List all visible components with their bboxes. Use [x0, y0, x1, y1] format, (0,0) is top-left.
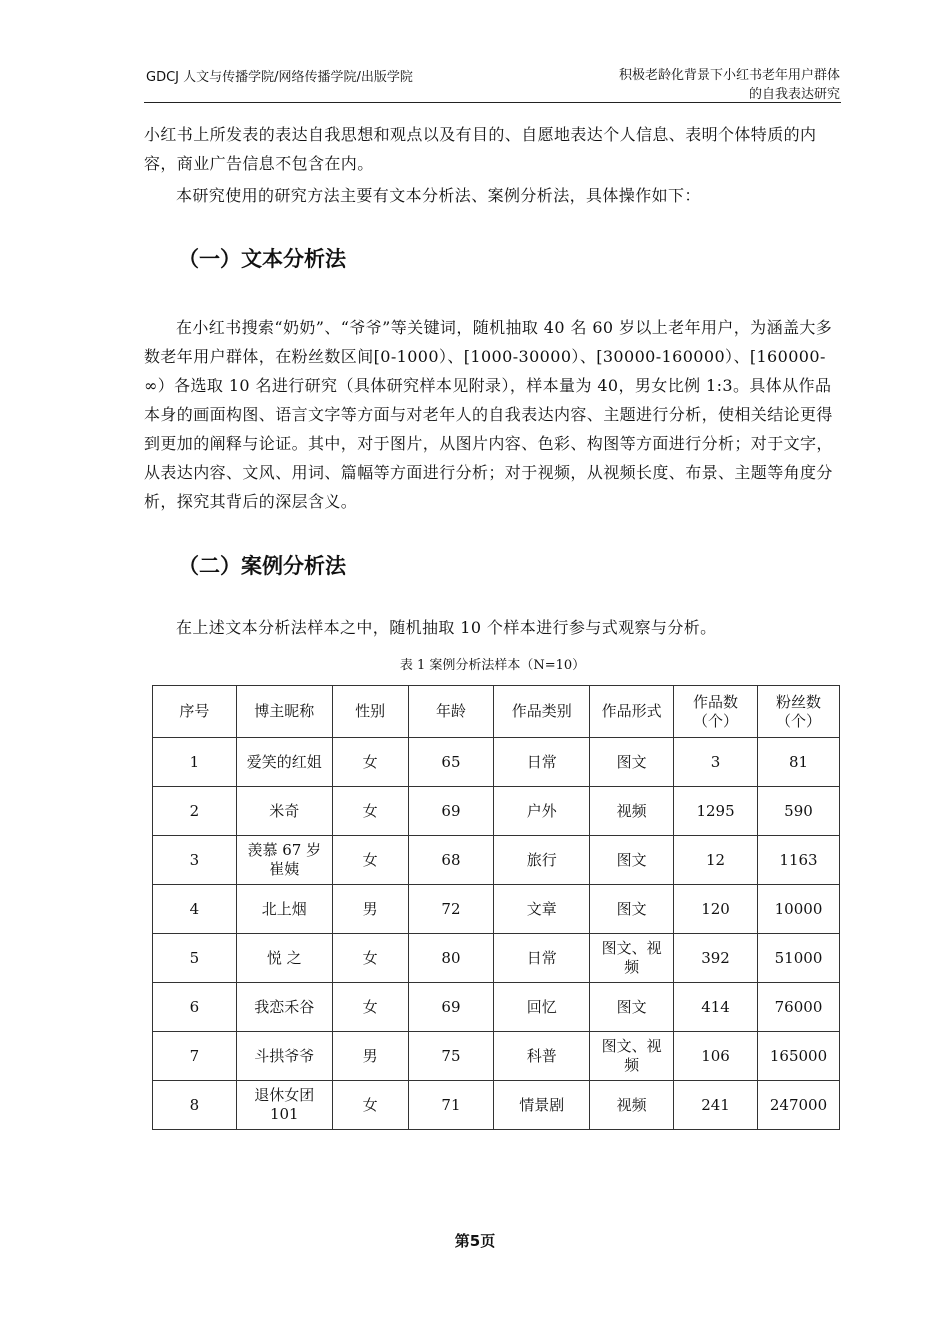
cell-followers: 165000 [758, 1032, 840, 1081]
table-caption: 表 1 案例分析法样本（N=10） [399, 658, 586, 673]
cell-format: 图文 [590, 885, 674, 934]
cell-works-count: 241 [674, 1081, 758, 1130]
cell-format: 图文 [590, 738, 674, 787]
cell-category: 情景剧 [494, 1081, 590, 1130]
cell-age: 69 [408, 983, 494, 1032]
cell-works-count: 106 [674, 1032, 758, 1081]
header-left-text: GDCJ 人文与传播学院/网络传播学院/出版学院 [146, 70, 413, 85]
col-header-index: 序号 [153, 686, 237, 738]
cell-index: 4 [153, 885, 237, 934]
cell-age: 72 [408, 885, 494, 934]
table-row [153, 738, 840, 787]
paragraph-case-analysis: 在上述文本分析法样本之中，随机抽取 10 个样本进行参与式观察与分析。 [176, 618, 717, 637]
col-header-category: 作品类别 [494, 686, 590, 738]
cell-category: 科普 [494, 1032, 590, 1081]
cell-nickname: 北上烟 [236, 885, 332, 934]
col-header-format: 作品形式 [590, 686, 674, 738]
table-row [153, 885, 840, 934]
cell-gender: 女 [332, 836, 408, 885]
header-title-line2: 的自我表达研究 [748, 87, 840, 102]
cell-format: 图文 [590, 836, 674, 885]
page-number: 第5页 [454, 1232, 496, 1250]
col-header-age: 年龄 [408, 686, 494, 738]
paragraph-text-analysis: 在小红书搜索“奶奶”、“爷爷”等关键词，随机抽取 40 名 60 岁以上老年用户，为涵盖大多数老年用户群体，在粉丝数区间[0-1000）、[1000-30000）、[30000-160000）、[160000-∞）各选取 10 名进行研究（具体研究样本见附录），样本量为 40，男女比例 1:3。具体从作品本身的画面构图、语言文字等方面与对老年人的自我表达内容、主题进行分析，使相关结论更得到更加的阐释与论证。其中，对于图片，从图片内容、色彩、构图等方面进行分析；对于文字，从表达内容、文风、用词、篇幅等方面进行分析；对于视频，从视频长度、布景、主题等角度分析，探究其背后的深层含义。 [144, 318, 833, 511]
cell-age: 69 [408, 787, 494, 836]
table-row [153, 836, 840, 885]
cell-category: 户外 [494, 787, 590, 836]
cell-nickname: 羡慕 67 岁崔姨 [236, 836, 332, 885]
cell-followers: 247000 [758, 1081, 840, 1130]
cell-index: 1 [153, 738, 237, 787]
cell-index: 5 [153, 934, 237, 983]
header-divider [144, 102, 841, 103]
cell-works-count: 414 [674, 983, 758, 1032]
cell-nickname: 斗拱爷爷 [236, 1032, 332, 1081]
cell-works-count: 120 [674, 885, 758, 934]
cell-format: 视频 [590, 1081, 674, 1130]
cell-gender: 女 [332, 983, 408, 1032]
header-title-line1: 积极老龄化背景下小红书老年用户群体 [618, 68, 840, 83]
table-row [153, 787, 840, 836]
cell-nickname: 米奇 [236, 787, 332, 836]
cell-works-count: 392 [674, 934, 758, 983]
cell-gender: 女 [332, 738, 408, 787]
cell-category: 日常 [494, 738, 590, 787]
header-right-text [619, 66, 840, 104]
col-header-nickname: 博主昵称 [236, 686, 332, 738]
case-sample-table [152, 685, 840, 1130]
cell-age: 65 [408, 738, 494, 787]
cell-format: 视频 [590, 787, 674, 836]
cell-category: 文章 [494, 885, 590, 934]
cell-format: 图文、视频 [590, 934, 674, 983]
table-header-row [153, 686, 840, 738]
table-row [153, 934, 840, 983]
table-row [153, 983, 840, 1032]
cell-category: 回忆 [494, 983, 590, 1032]
cell-age: 80 [408, 934, 494, 983]
cell-index: 6 [153, 983, 237, 1032]
cell-nickname: 悦 之 [236, 934, 332, 983]
section-title-case-analysis: （二）案例分析法 [178, 554, 346, 578]
cell-format: 图文、视频 [590, 1032, 674, 1081]
cell-followers: 51000 [758, 934, 840, 983]
cell-age: 71 [408, 1081, 494, 1130]
col-header-works-count: 作品数（个） [674, 686, 758, 738]
cell-index: 7 [153, 1032, 237, 1081]
col-header-followers: 粉丝数（个） [758, 686, 840, 738]
cell-age: 68 [408, 836, 494, 885]
cell-nickname: 退休女团 101 [236, 1081, 332, 1130]
page-body [144, 120, 841, 1130]
table-row [153, 1081, 840, 1130]
section-title-text-analysis: （一）文本分析法 [178, 247, 346, 271]
cell-followers: 590 [758, 787, 840, 836]
paragraph-methods-intro: 本研究使用的研究方法主要有文本分析法、案例分析法，具体操作如下： [176, 186, 701, 205]
cell-gender: 男 [332, 885, 408, 934]
table-row [153, 1032, 840, 1081]
cell-nickname: 爱笑的红姐 [236, 738, 332, 787]
cell-index: 8 [153, 1081, 237, 1130]
cell-works-count: 3 [674, 738, 758, 787]
cell-nickname: 我恋禾谷 [236, 983, 332, 1032]
cell-followers: 1163 [758, 836, 840, 885]
cell-category: 日常 [494, 934, 590, 983]
cell-followers: 76000 [758, 983, 840, 1032]
cell-age: 75 [408, 1032, 494, 1081]
cell-index: 3 [153, 836, 237, 885]
cell-index: 2 [153, 787, 237, 836]
cell-gender: 女 [332, 787, 408, 836]
cell-works-count: 12 [674, 836, 758, 885]
cell-works-count: 1295 [674, 787, 758, 836]
col-header-gender: 性别 [332, 686, 408, 738]
cell-format: 图文 [590, 983, 674, 1032]
cell-followers: 81 [758, 738, 840, 787]
cell-gender: 男 [332, 1032, 408, 1081]
cell-followers: 10000 [758, 885, 840, 934]
cell-category: 旅行 [494, 836, 590, 885]
cell-gender: 女 [332, 934, 408, 983]
paragraph-definition: 小红书上所发表的表达自我思想和观点以及有目的、自愿地表达个人信息、表明个体特质的内容，商业广告信息不包含在内。 [144, 125, 817, 173]
cell-gender: 女 [332, 1081, 408, 1130]
